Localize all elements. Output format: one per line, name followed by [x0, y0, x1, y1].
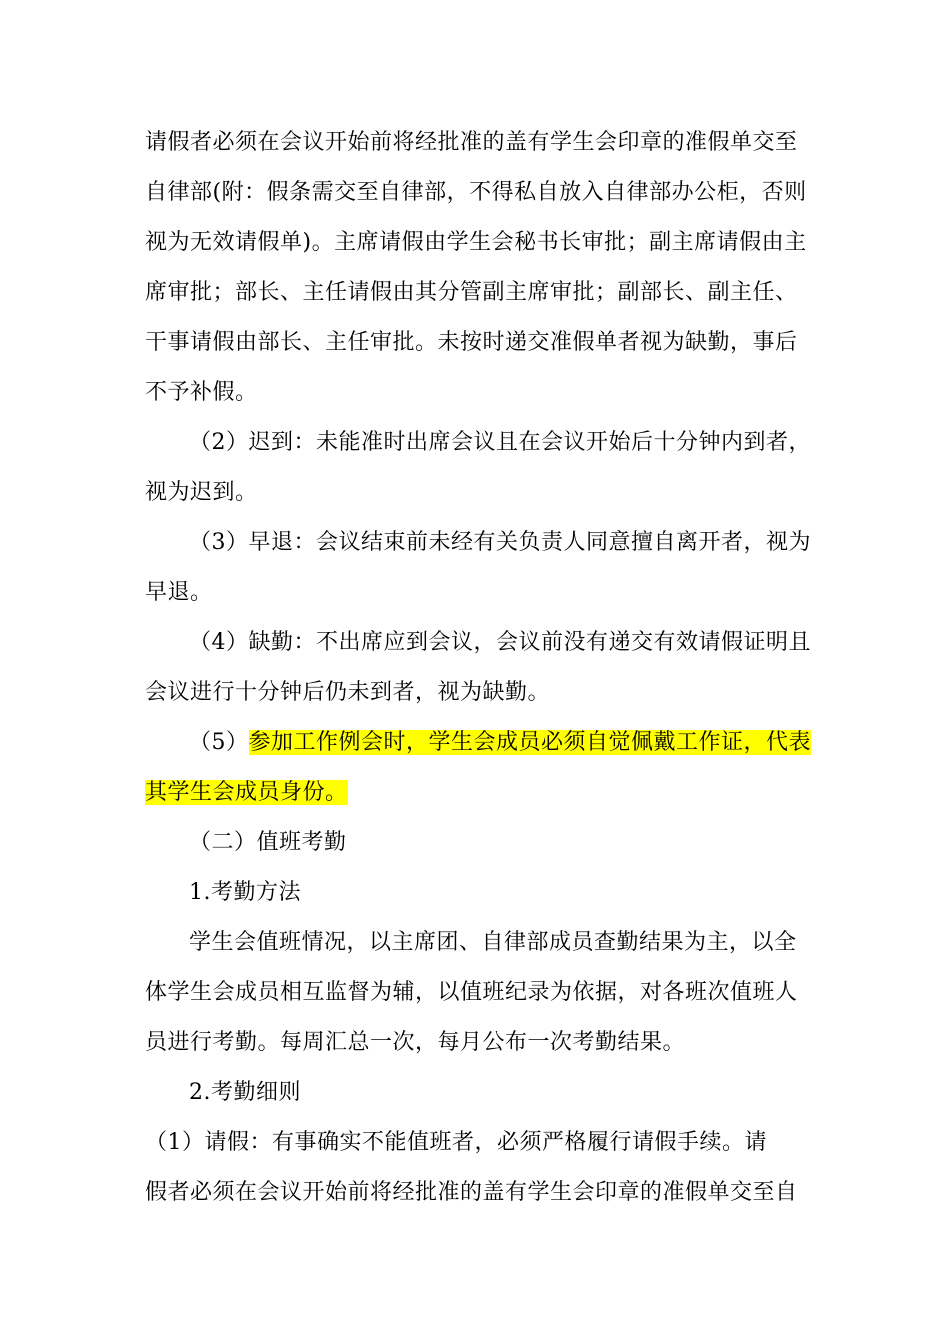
document-body — [145, 128, 812, 1208]
item-4-line: （4）缺勤：不出席应到会议，会议前没有递交有效请假证明且 — [189, 630, 811, 655]
paragraph-line: （1）请假：有事确实不能值班者，必须严格履行请假手续。请 — [145, 1130, 767, 1155]
paragraph-line: 不予补假。 — [145, 380, 258, 405]
paragraph-line: 席审批；部长、主任请假由其分管副主席审批；副部长、副主任、 — [145, 280, 798, 305]
subsection-heading: 1.考勤方法 — [189, 880, 301, 905]
item-2-line: 视为迟到。 — [145, 480, 258, 505]
paragraph-line: 自律部(附：假条需交至自律部，不得私自放入自律部办公柜，否则 — [145, 180, 807, 205]
item-4-line: 会议进行十分钟后仍未到者，视为缺勤。 — [145, 680, 551, 705]
highlighted-text: 其学生会成员身份。 — [145, 780, 348, 805]
paragraph-line: 请假者必须在会议开始前将经批准的盖有学生会印章的准假单交至 — [145, 130, 798, 155]
paragraph-line: 干事请假由部长、主任审批。未按时递交准假单者视为缺勤，事后 — [145, 330, 798, 355]
subsection-heading: 2.考勤细则 — [189, 1080, 301, 1105]
paragraph-line: 体学生会成员相互监督为辅，以值班纪录为依据，对各班次值班人 — [145, 980, 798, 1005]
section-heading: （二）值班考勤 — [189, 830, 347, 855]
item-2-line: （2）迟到：未能准时出席会议且在会议开始后十分钟内到者， — [189, 430, 811, 455]
item-3-line: （3）早退：会议结束前未经有关负责人同意擅自离开者，视为 — [189, 530, 811, 555]
paragraph-line: 假者必须在会议开始前将经批准的盖有学生会印章的准假单交至自 — [145, 1180, 798, 1205]
item-5-prefix: （5） — [189, 730, 249, 755]
paragraph-line: 视为无效请假单)。主席请假由学生会秘书长审批；副主席请假由主 — [145, 230, 807, 255]
paragraph-line: 员进行考勤。每周汇总一次，每月公布一次考勤结果。 — [145, 1030, 686, 1055]
highlighted-text: 参加工作例会时，学生会成员必须自觉佩戴工作证，代表 — [248, 730, 812, 755]
item-5-line — [145, 728, 812, 758]
item-3-line: 早退。 — [145, 580, 213, 605]
paragraph-line: 学生会值班情况，以主席团、自律部成员查勤结果为主，以全 — [189, 930, 797, 955]
item-5-line — [145, 778, 807, 808]
